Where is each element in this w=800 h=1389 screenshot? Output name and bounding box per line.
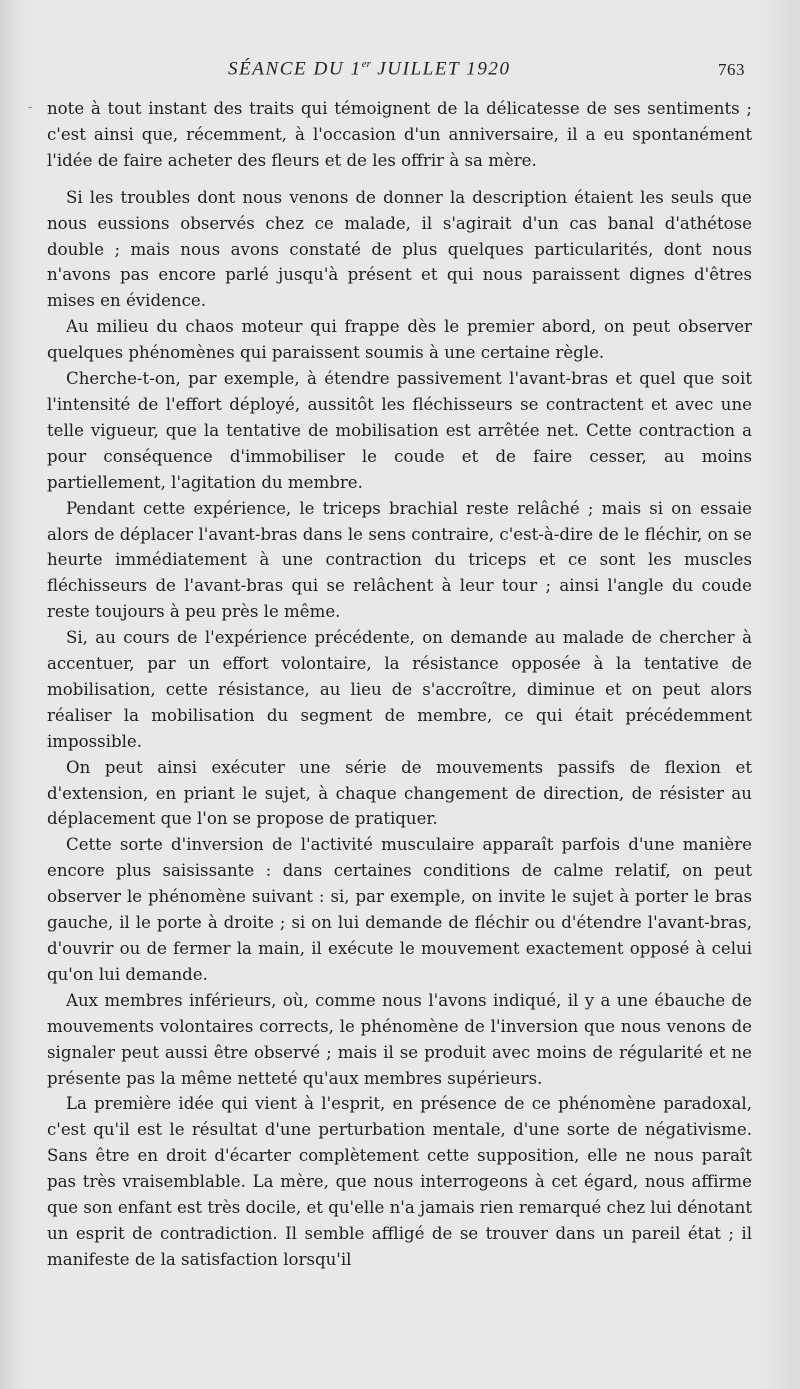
paragraph-10: La première idée qui vient à l'esprit, en présence de ce phénomène paradoxal, c'est qu'il est le résultat d'une perturbation mentale, d'une sorte de négativisme. Sans être en droit d'écarter complètement cette supposition, elle ne nous paraît pas très vraisemblable. La mère, que nous interrogeons à cet égard, nous affirme que son enfant est très docile, et qu'elle n'a jamais rien remarqué chez lui dénotant un esprit de contradiction. Il semble affligé de se trouver dans un pareil état ; il manifeste de la satisfaction lorsqu'il: [47, 1094, 752, 1269]
paragraph-4: Cherche-t-on, par exemple, à étendre passivement l'avant-bras et quel que soit l'intensité de l'effort déployé, aussitôt les fléchisseurs se contractent et avec une telle vigueur, que la tentative de mobilisation est arrêtée net. Cette contraction a pour conséquence d'immobiliser le coude et de faire cesser, au moins partiellement, l'agitation du membre.: [47, 369, 752, 492]
paragraph-7: On peut ainsi exécuter une série de mouvements passifs de flexion et d'extension, en priant le sujet, à chaque changement de direction, de résister au déplacement que l'on se propose de pratiquer.: [47, 757, 752, 829]
running-title-date: JUILLET 1920: [370, 58, 511, 80]
paragraph-8: Cette sorte d'inversion de l'activité musculaire apparaît parfois d'une manière encore plus saisissante : dans certaines conditions de calme relatif, on peut observer le phénomène suivant : si, par exemple, on invite le sujet à porter le bras gauche, il le porte à droite ; si on lui demande de fléchir ou d'étendre l'avant-bras, d'ouvrir ou de fermer la main, il exécute le mouvement exactement opposé à celui qu'on lui demande.: [47, 835, 752, 984]
running-title-main: SÉANCE DU 1: [228, 58, 362, 80]
paragraph-9: Aux membres inférieurs, où, comme nous l'avons indiqué, il y a une ébauche de mouvements volontaires corrects, le phénomène de l'inversion que nous venons de signaler peut aussi être observé ; mais il se produit avec moins de régularité et ne présente pas la même netteté qu'aux membres supérieurs.: [47, 990, 752, 1088]
paragraph-1: note à tout instant des traits qui témoignent de la délicatesse de ses sentiments ; c'est ainsi que, récemment, à l'occasion d'un anniversaire, il a eu spontanément l'idée de faire acheter des fleurs et de les offrir à sa mère.: [47, 99, 752, 170]
page-number: 763: [718, 60, 745, 79]
running-head: [0, 58, 800, 84]
paragraph-2: Si les troubles dont nous venons de donner la description étaient les seuls que nous eussions observés chez ce malade, il s'agirait d'un cas banal d'athétose double ; mais nous avons constaté de plus quelques particularités, dont nous n'avons pas encore parlé jusqu'à présent et qui nous paraissent dignes d'êtres mises en évidence.: [47, 187, 752, 311]
paragraph-3: Au milieu du chaos moteur qui frappe dès le premier abord, on peut observer quelques phénomènes qui paraissent soumis à une certaine règle.: [47, 317, 752, 363]
running-title-sup: er: [361, 58, 371, 70]
paragraph-6: Si, au cours de l'expérience précédente, on demande au malade de chercher à accentuer, par un effort volontaire, la résistance opposée à la tentative de mobilisation, cette résistance, au lieu de s'accroître, diminue et on peut alors réaliser la mobilisation du segment de membre, ce qui était précédemment impossible.: [47, 628, 752, 751]
margin-dash: -: [28, 100, 33, 114]
running-title: [228, 58, 511, 80]
body-text: [47, 96, 752, 1273]
paragraph-5: Pendant cette expérience, le triceps brachial reste relâché ; mais si on essaie alors de déplacer l'avant-bras dans le sens contraire, c'est-à-dire de le fléchir, on se heurte immédiatement à une contraction du triceps et ce sont les muscles fléchisseurs de l'avant-bras qui se relâchent à leur tour ; ainsi l'angle du coude reste toujours à peu près le même.: [47, 498, 752, 622]
